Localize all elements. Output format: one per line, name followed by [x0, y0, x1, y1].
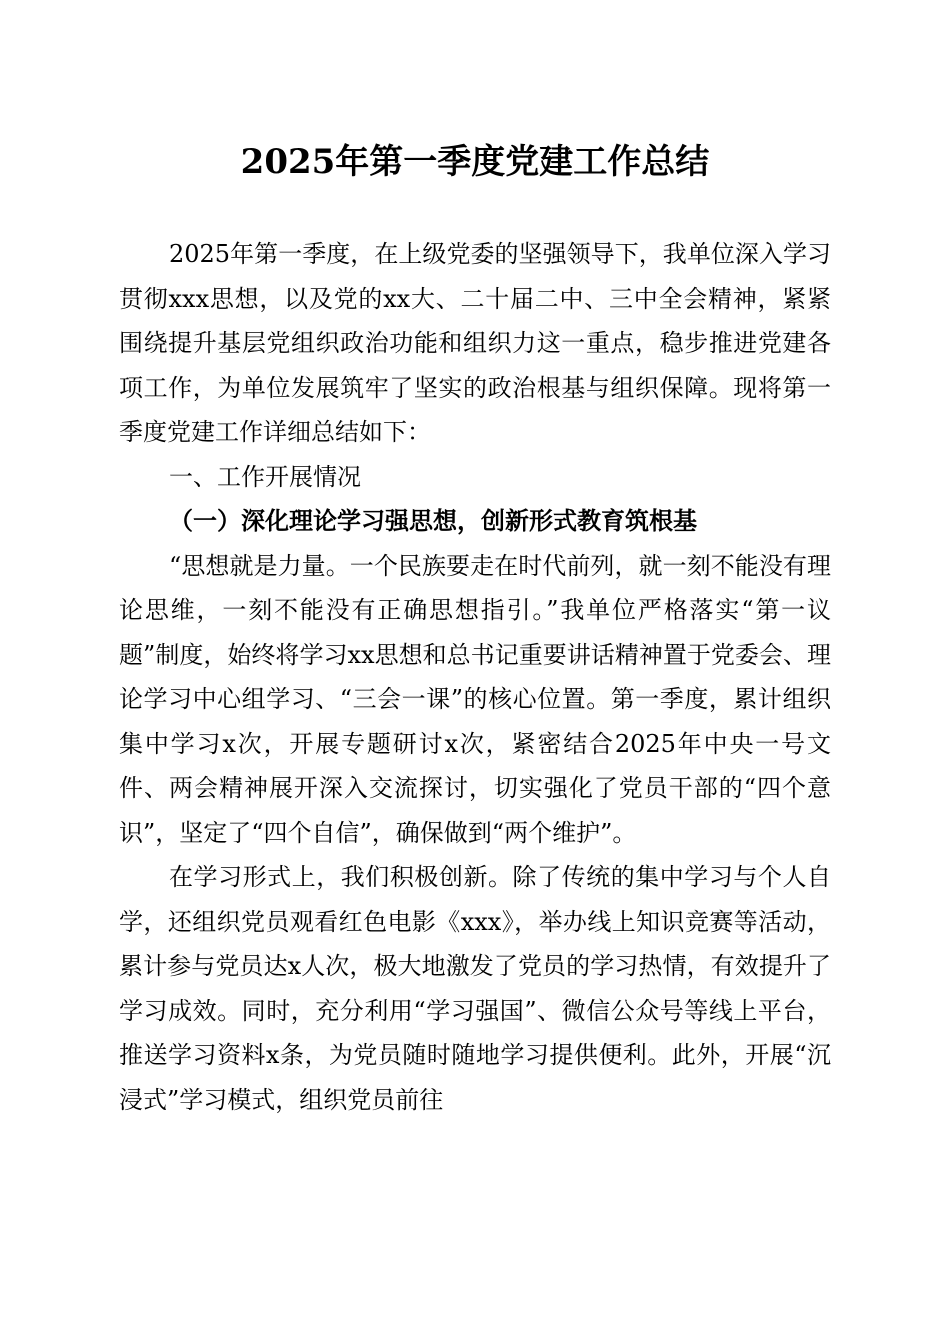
document-body — [119, 232, 831, 1122]
section-heading: 一、工作开展情况 — [169, 462, 361, 491]
subsection-heading: （一）深化理论学习强思想，创新形式教育筑根基 — [169, 506, 697, 535]
intro-paragraph: 2025年第一季度，在上级党委的坚强领导下，我单位深入学习贯彻xxx思想，以及党的xx大、二十届二中、三中全会精神，紧紧围绕提升基层党组织政治功能和组织力这一重点，稳步推进党建各项工作，为单位发展筑牢了坚实的政治根基与组织保障。现将第一季度党建工作详细总结如下： — [119, 240, 831, 446]
body-paragraph: 在学习形式上，我们积极创新。除了传统的集中学习与个人自学，还组织党员观看红色电影《xxx》，举办线上知识竞赛等活动，累计参与党员达x人次，极大地激发了党员的学习热情，有效提升了学习成效。同时，充分利用“学习强国”、微信公众号等线上平台，推送学习资料x条，为党员随时随地学习提供便利。此外，开展“沉浸式”学习模式，组织党员前往 — [119, 863, 831, 1114]
document-title: 2025年第一季度党建工作总结 — [240, 142, 710, 182]
body-paragraph: “思想就是力量。一个民族要走在时代前列，就一刻不能没有理论思维，一刻不能没有正确思想指引。”我单位严格落实“第一议题”制度，始终将学习xx思想和总书记重要讲话精神置于党委会、理论学习中心组学习、“三会一课”的核心位置。第一季度，累计组织集中学习x次，开展专题研讨x次，紧密结合2025年中央一号文件、两会精神展开深入交流探讨，切实强化了党员干部的“四个意识”，坚定了“四个自信”，确保做到“两个维护”。 — [119, 551, 831, 847]
